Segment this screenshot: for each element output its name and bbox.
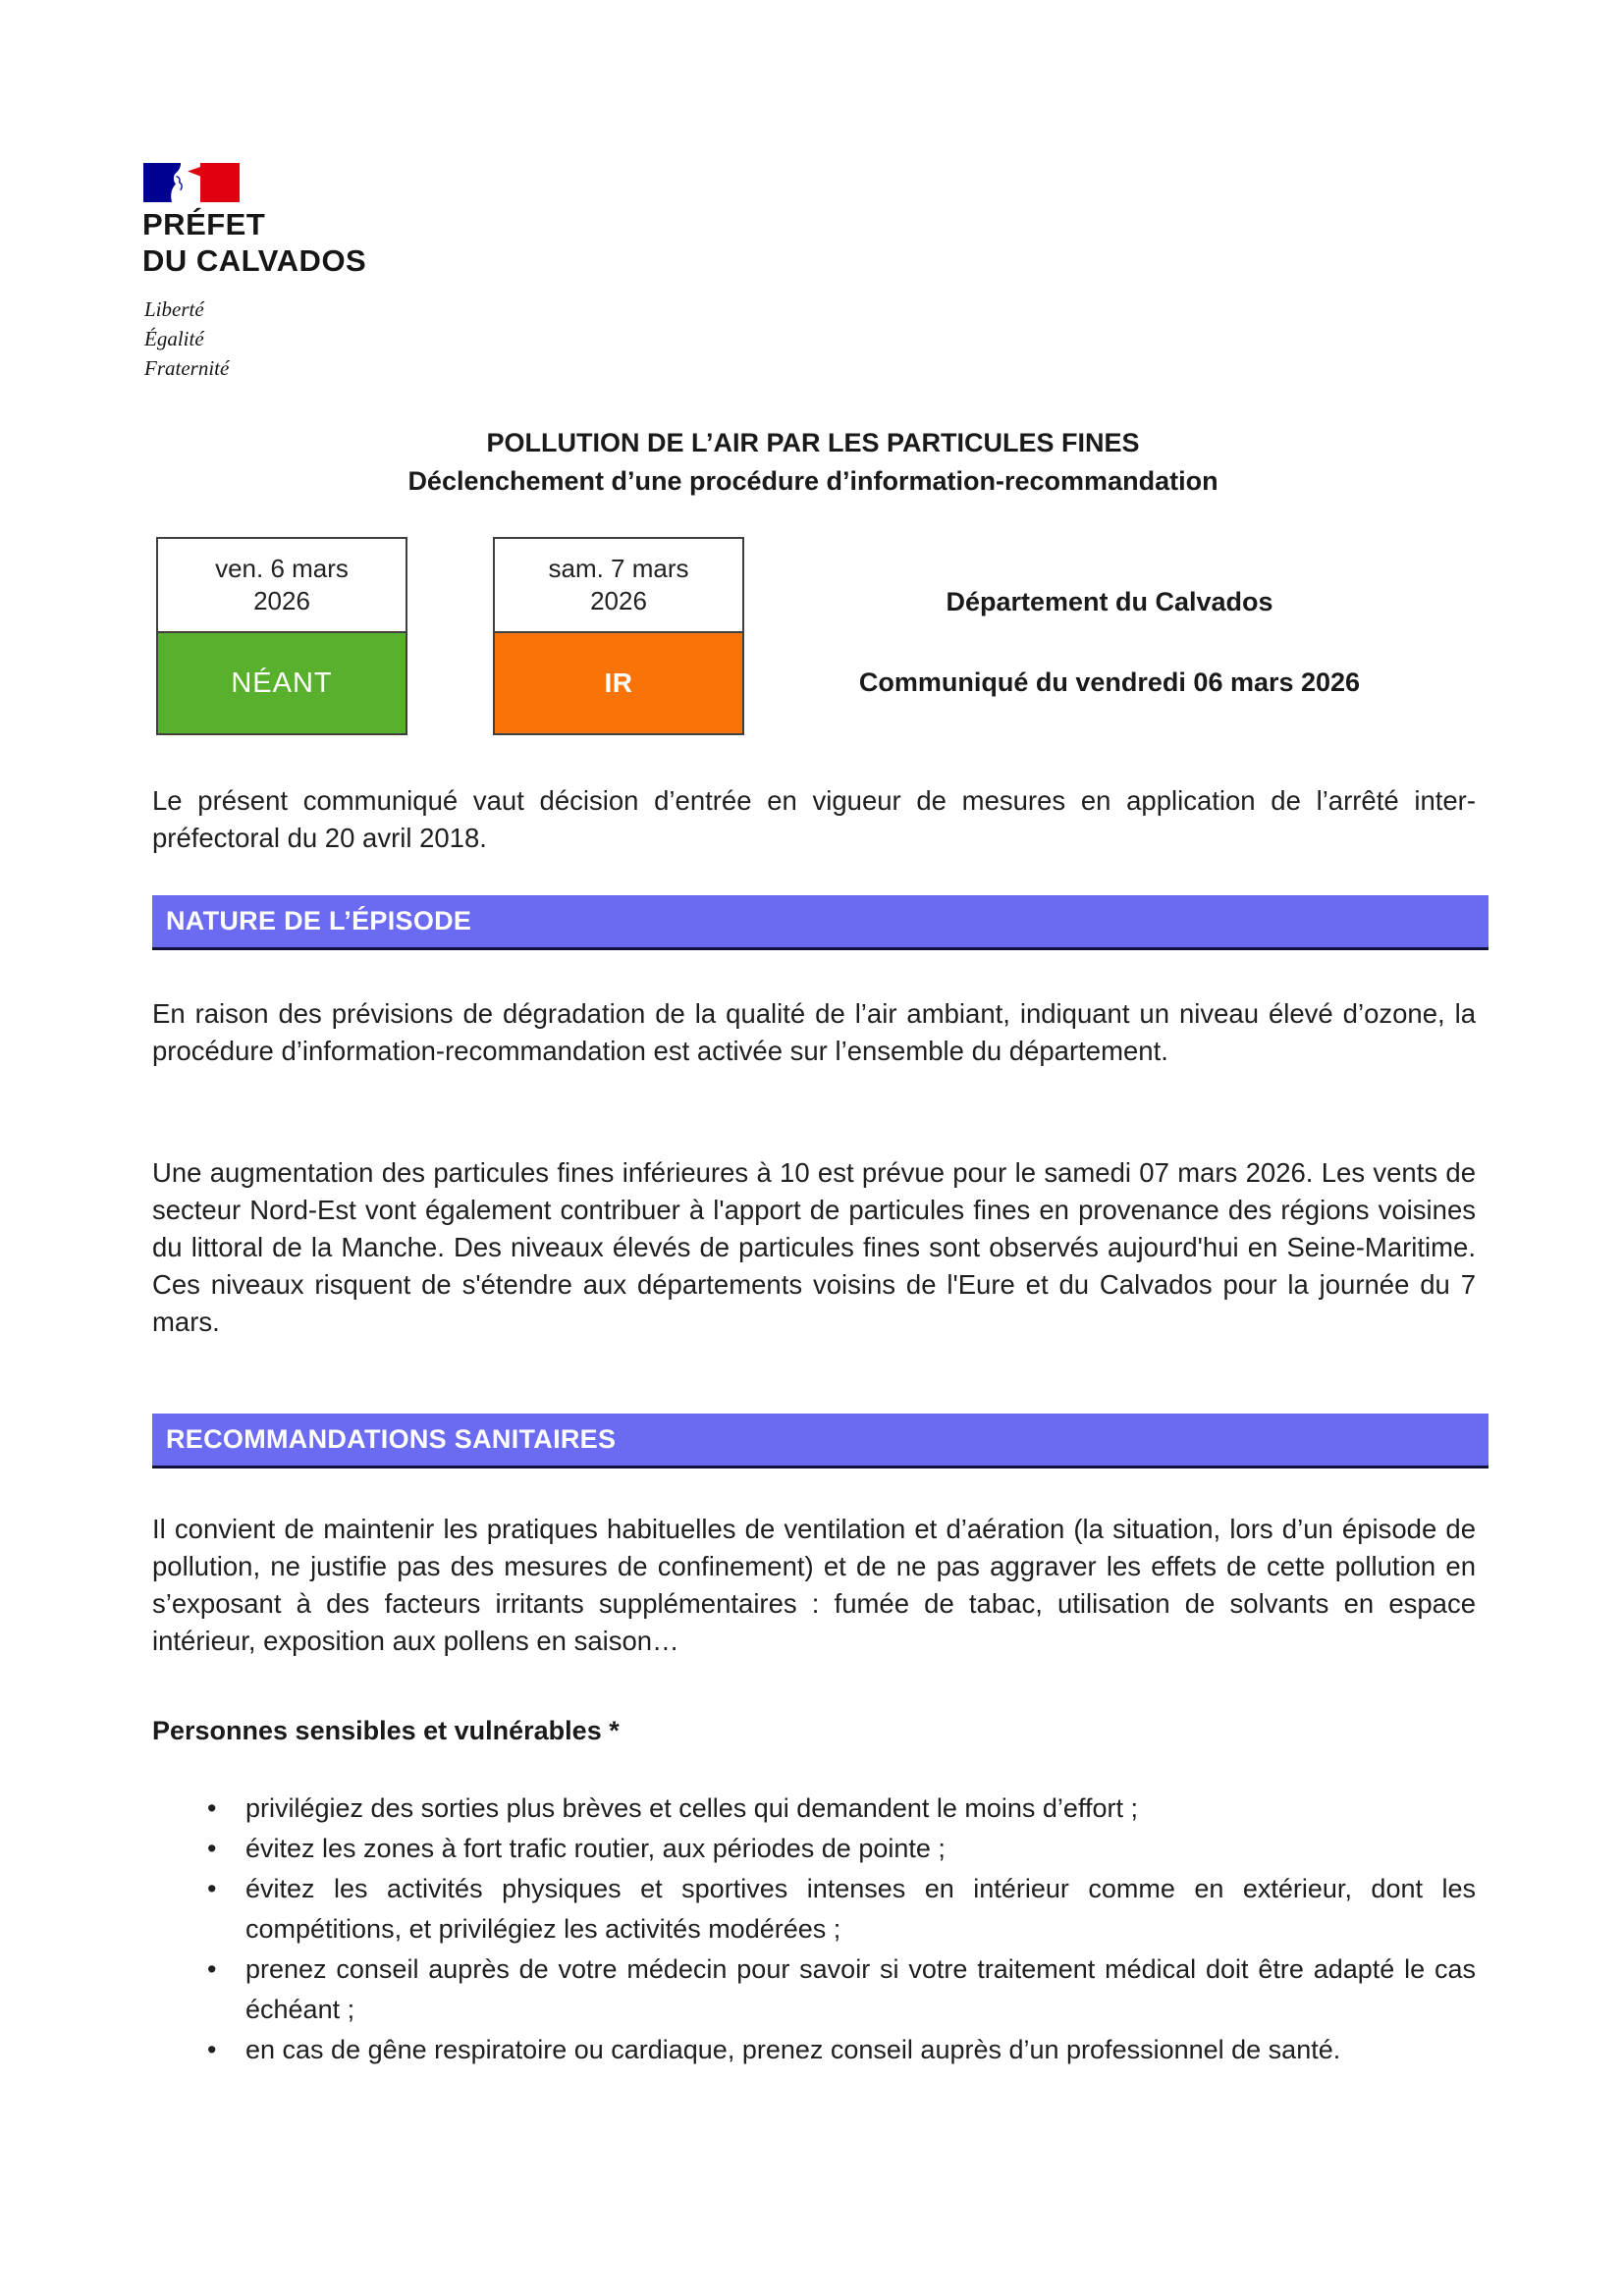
bullet-text: privilégiez des sorties plus brèves et celles qui demandent le moins d’effort ; bbox=[245, 1793, 1138, 1823]
status-level-ir: IR bbox=[495, 631, 742, 733]
status-box-saturday-date-line2: 2026 bbox=[590, 586, 647, 615]
document-title-line2: Déclenchement d’une procédure d’information-recommandation bbox=[407, 466, 1218, 496]
status-level-neant: NÉANT bbox=[158, 631, 406, 733]
logo-wordmark bbox=[142, 206, 366, 279]
communique-date-label: Communiqué du vendredi 06 mars 2026 bbox=[858, 667, 1361, 697]
section-heading-nature-label: NATURE DE L’ÉPISODE bbox=[166, 906, 472, 935]
status-box-saturday-date-line1: sam. 7 mars bbox=[548, 554, 689, 583]
status-box-friday bbox=[156, 537, 407, 735]
recommandations-paragraph-1: Il convient de maintenir les pratiques habituelles de ventilation et d’aération (la situation, lors d’un épisode de pollution, ne justifie pas des mesures de confinement) et de ne pas aggraver les effets de cette pollution en s’exposant à des facteurs irritants supplémentaires : fumée de tabac, utilisation de solvants en espace intérieur, exposition aux pollens en saison… bbox=[152, 1514, 1476, 1656]
status-box-friday-date bbox=[158, 539, 406, 631]
document-title-line1: POLLUTION DE L’AIR PAR LES PARTICULES FINES bbox=[486, 428, 1140, 457]
intro-paragraph: Le présent communiqué vaut décision d’entrée en vigueur de mesures en application de l’arrêté inter-préfectoral du 20 avril 2018. bbox=[152, 785, 1476, 853]
logo-motto bbox=[144, 294, 229, 383]
list-item bbox=[152, 1949, 1476, 2030]
bullet-text: évitez les activités physiques et sportives intenses en intérieur comme en extérieur, dont les compétitions, et privilégiez les activités modérées ; bbox=[245, 1874, 1476, 1944]
department-label: Département du Calvados bbox=[946, 587, 1273, 616]
nature-paragraph-1: En raison des prévisions de dégradation de la qualité de l’air ambiant, indiquant un niveau élevé d’ozone, la procédure d’information-recommandation est activée sur l’ensemble du département. bbox=[152, 998, 1476, 1066]
status-box-friday-date-line2: 2026 bbox=[253, 586, 310, 615]
bullet-text: en cas de gêne respiratoire ou cardiaque, prenez conseil auprès d’un professionnel de santé. bbox=[245, 2035, 1341, 2064]
motto-liberte: Liberté bbox=[144, 297, 204, 321]
nature-paragraph-2: Une augmentation des particules fines inférieures à 10 est prévue pour le samedi 07 mars 2026. Les vents de secteur Nord-Est vont également contribuer à l'apport de particules fines en provenance des régions voisines du littoral de la Manche. Des niveaux élevés de particules fines sont observés aujourd'hui en Seine-Maritime. Ces niveaux risquent de s'étendre aux départements voisins de l'Eure et du Calvados pour la journée du 7 mars. bbox=[152, 1157, 1476, 1337]
bullet-text: prenez conseil auprès de votre médecin pour savoir si votre traitement médical doit être adapté le cas échéant ; bbox=[245, 1954, 1476, 2024]
status-box-saturday-date bbox=[495, 539, 742, 631]
motto-egalite: Égalité bbox=[144, 327, 204, 350]
list-item bbox=[152, 1789, 1476, 1829]
logo-title-line1: PRÉFET bbox=[142, 207, 266, 241]
recommendations-bullet-list bbox=[152, 1789, 1476, 2070]
list-item bbox=[152, 2030, 1476, 2070]
logo-title-line2: DU CALVADOS bbox=[142, 243, 367, 278]
list-item bbox=[152, 1869, 1476, 1949]
motto-fraternite: Fraternité bbox=[144, 356, 230, 380]
marianne-tricolore-flag-icon bbox=[143, 163, 240, 202]
status-box-friday-date-line1: ven. 6 mars bbox=[215, 554, 349, 583]
list-item bbox=[152, 1829, 1476, 1869]
status-box-saturday bbox=[493, 537, 744, 735]
sensitive-persons-subheading: Personnes sensibles et vulnérables * bbox=[152, 1716, 620, 1745]
section-heading-recommandations bbox=[152, 1414, 1489, 1468]
document-title bbox=[150, 424, 1476, 501]
section-heading-recommandations-label: RECOMMANDATIONS SANITAIRES bbox=[166, 1424, 617, 1454]
section-heading-nature bbox=[152, 895, 1489, 950]
bullet-text: évitez les zones à fort trafic routier, aux périodes de pointe ; bbox=[245, 1834, 946, 1863]
